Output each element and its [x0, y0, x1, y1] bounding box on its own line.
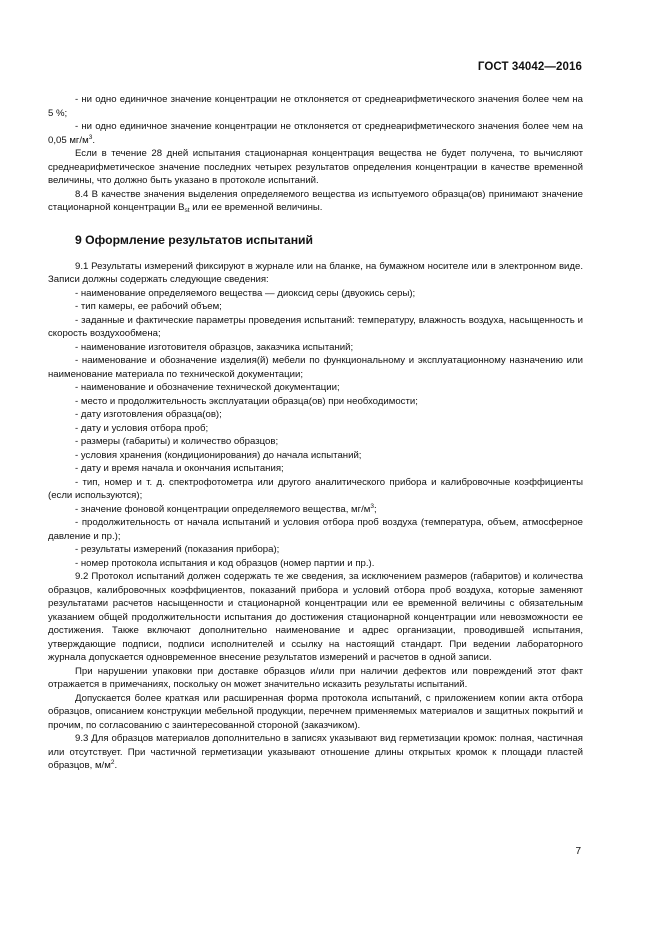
superscript: 2	[110, 759, 115, 766]
list-item: - ни одно единичное значение концентрации не отклоняется от среднеарифметического значения более чем на 5 %;	[48, 94, 583, 119]
paragraph-9-3: 9.3 Для образцов материалов дополнительно в записях указывают вид герметизации кромок: полная, частичная или отсутствует. При частичной герметизации указывают отношение длины открытых кромок к площади пластей образцов, $м/м^2$.	[48, 733, 583, 771]
subscript: st	[184, 207, 190, 214]
list-item: - наименование изготовителя образцов, заказчика испытаний;	[75, 341, 354, 353]
paragraph-9-1: 9.1 Результаты измерений фиксируют в журнале или на бланке, на бумажном носителе или в электронном виде. Записи должны содержать следующие сведения:	[48, 260, 583, 285]
document-code: ГОСТ 34042—2016	[477, 61, 582, 73]
page-body	[48, 93, 583, 773]
list-item: - продолжительность от начала испытаний и условия отбора проб воздуха (температура, объем, атмосферное давление и пр.);	[48, 517, 583, 542]
list-item: - размеры (габариты) и количество образцов;	[75, 436, 279, 447]
list-item: - ни одно единичное значение концентрации не отклоняется от среднеарифметического значения более чем на 0,05 $мг/м^3$.	[48, 121, 583, 146]
list-item: - тип, номер и т. д. спектрофотометра или другого аналитического прибора и калибровочные коэффициенты (если используются);	[48, 476, 583, 501]
paragraph-9-2: 9.2 Протокол испытаний должен содержать те же сведения, за исключением размеров (габаритов) и количества образцов, калибровочных коэффициентов, показаний прибора и условий отбора проб воздуха, которые заменяют результатами расчетов насыщенности и стационарной концентрации или ее временной величины с обязательным указанием общей продолжительности испытания до достижения стационарной концентрации или невозможности ее достижения. Также включают дополнительно наименование и адрес организации, проводившей испытания, утверждающие подписи, подписи исполнителей и ссылку на настоящий стандарт. При ведении лабораторного журнала допускается одновременное внесение результатов измерений и расчетов в одной записи.	[48, 571, 583, 663]
list-item: - значение фоновой концентрации определяемого вещества, $мг/м^3$;	[75, 502, 377, 515]
paragraph-protocol-form: Допускается более краткая или расширенная форма протокола испытаний, с приложением копии акта отбора образцов, описанием конструкции мебельной продукции, перечнем применяемых материалов и защитных покрытий и прочим, по согласованию с заинтересованной стороной (заказчиком).	[48, 692, 583, 731]
paragraph-28-days: Если в течение 28 дней испытания стационарная концентрация вещества не будет получена, то вычисляют среднеарифметическое значение последних четырех результатов определения концентрации в качестве временной величины, что должно быть указано в протоколе испытаний.	[48, 148, 583, 186]
superscript: 3	[88, 133, 93, 141]
list-item: - дату и условия отбора проб;	[75, 422, 209, 434]
list-item: - условия хранения (кондиционирования) до начала испытаний;	[75, 449, 362, 461]
paragraph-packaging: При нарушении упаковки при доставке образцов и/или при наличии дефектов или повреждений этот факт отражается в примечаниях, поскольку он может значительно исказить результаты испытаний.	[48, 665, 583, 690]
list-item: - наименование определяемого вещества — диоксид серы (двуокись серы);	[75, 287, 416, 299]
list-item: - дату и время начала и окончания испытания;	[75, 463, 284, 474]
list-item: - дату изготовления образца(ов);	[75, 409, 222, 420]
list-item: - тип камеры, ее рабочий объем;	[75, 301, 222, 312]
list-item: - наименование и обозначение технической документации;	[75, 382, 340, 393]
section-heading: 9 Оформление результатов испытаний	[75, 232, 314, 247]
list-item: - место и продолжительность эксплуатации образца(ов) при необходимости;	[75, 395, 418, 407]
list-item: - заданные и фактические параметры проведения испытаний: температуру, влажность воздуха, насыщенность и скорость воздухообмена;	[48, 314, 583, 339]
list-item: - наименование и обозначение изделия(й) мебели по функциональному и эксплуатационному назначению или наименование материала по технической документации;	[48, 355, 583, 380]
superscript: 3	[370, 502, 375, 510]
paragraph-8-4: 8.4 В качестве значения выделения определяемого вещества из испытуемого образца(ов) принимают значение стационарной концентрации $B_{st}$ или ее временной величины.	[48, 188, 583, 214]
page-number: 7	[575, 846, 581, 857]
list-item: - результаты измерений (показания прибора);	[75, 544, 280, 555]
list-item: - номер протокола испытания и код образцов (номер партии и пр.).	[75, 557, 375, 569]
